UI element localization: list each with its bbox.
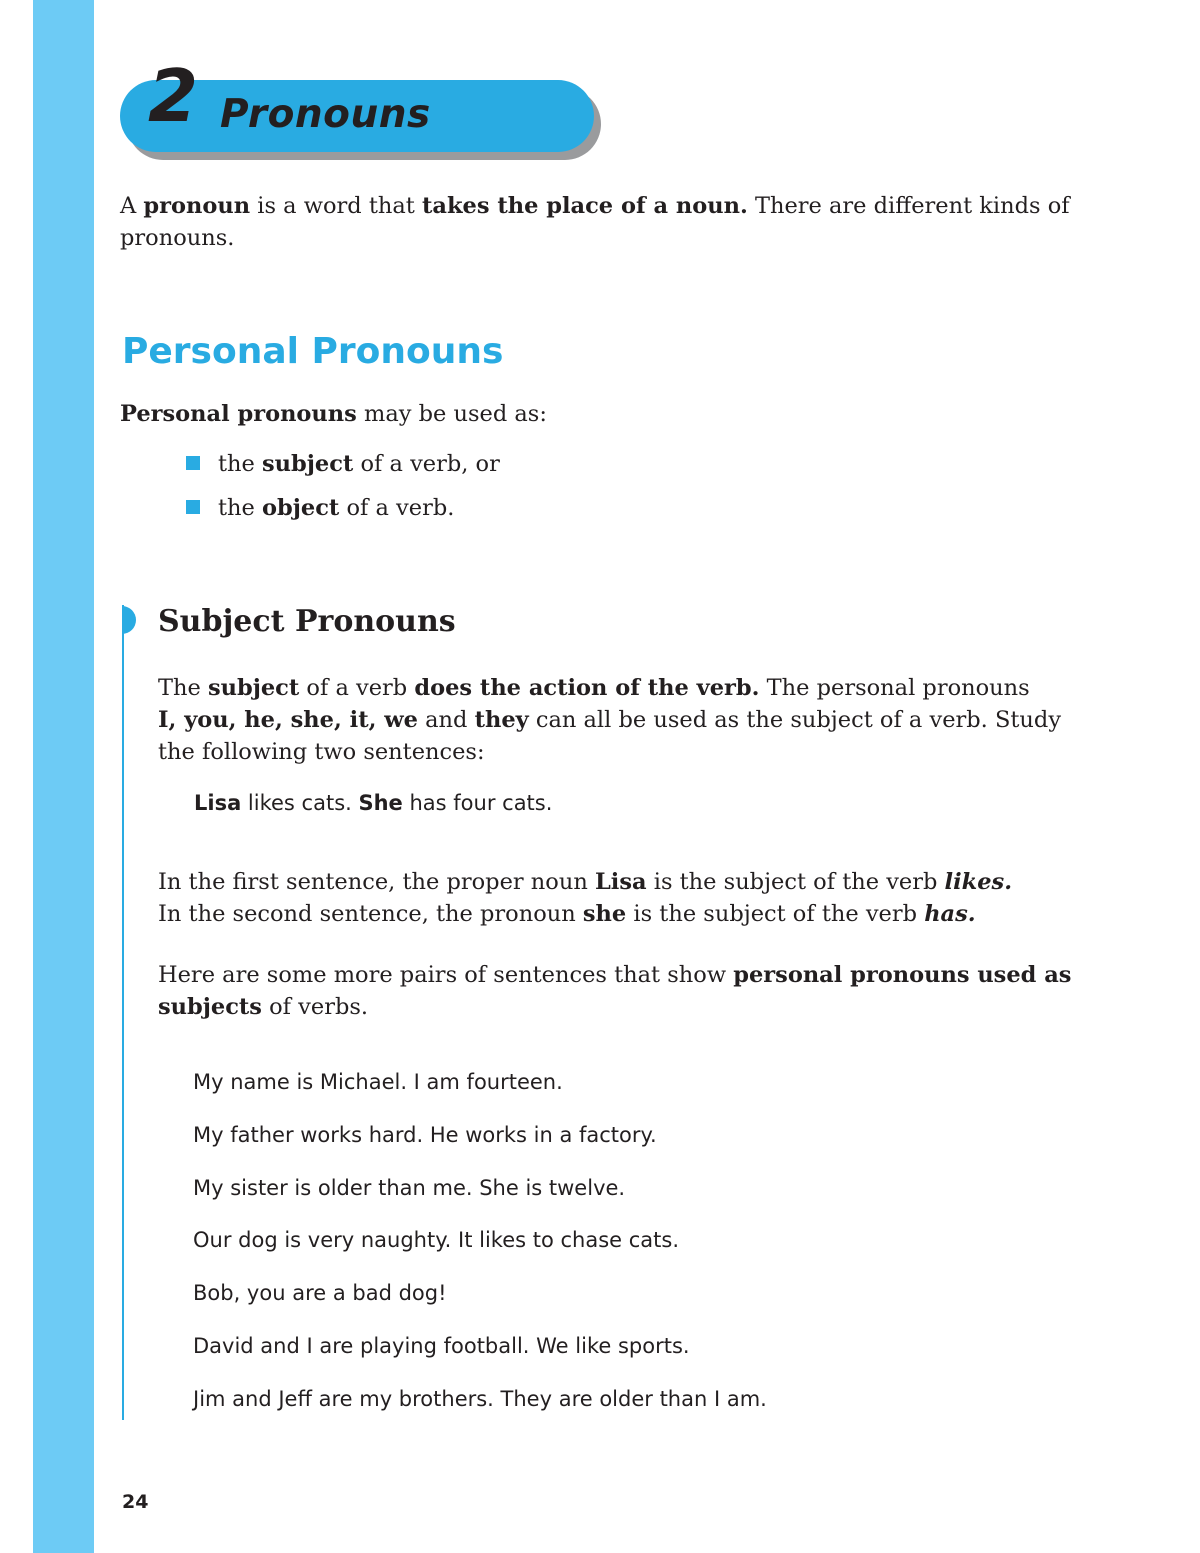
bullet-square-icon xyxy=(186,500,200,514)
more-examples-intro: Here are some more pairs of sentences that show personal pronouns used as subjects of verbs. xyxy=(158,962,1072,1020)
subsection-rule xyxy=(122,605,124,1420)
bullet-square-icon xyxy=(186,456,200,470)
list-item: My sister is older than me. She is twelve. xyxy=(193,1175,626,1200)
chapter-number: 2 xyxy=(148,54,197,138)
subsection-marker-icon xyxy=(122,606,136,634)
list-item: Our dog is very naughty. It likes to chase cats. xyxy=(193,1228,680,1253)
explanation-paragraph: In the first sentence, the proper noun Lisa is the subject of the verb likes. In the second sentence, the pronoun she is the subject of the verb has. xyxy=(158,869,1013,927)
list-item: My father works hard. He works in a factory. xyxy=(193,1122,657,1147)
list-item: the subject of a verb, or xyxy=(184,448,500,492)
intro-paragraph: A pronoun is a word that takes the place of a noun. There are different kinds of pronouns. xyxy=(120,193,1070,251)
list-item: Jim and Jeff are my brothers. They are older than I am. xyxy=(193,1386,767,1411)
page-side-stripe xyxy=(33,0,94,1553)
usage-bullet-list xyxy=(184,448,500,536)
chapter-title: Pronouns xyxy=(220,92,431,137)
list-item: My name is Michael. I am fourteen. xyxy=(193,1070,563,1094)
subsection-heading: Subject Pronouns xyxy=(158,604,456,639)
subject-definition-paragraph: The subject of a verb does the action of the verb. The personal pronouns I, you, he, she, it, we and they can all be used as the subject of a verb. Study the following two sentences: xyxy=(158,675,1062,765)
page-number: 24 xyxy=(122,1491,149,1513)
usage-paragraph: Personal pronouns may be used as: xyxy=(120,401,547,427)
example-sentence-pair: Lisa likes cats. She has four cats. xyxy=(194,791,553,815)
list-item: Bob, you are a bad dog! xyxy=(193,1281,447,1306)
section-heading: Personal Pronouns xyxy=(122,331,504,372)
example-sentence-list xyxy=(193,1066,767,1436)
list-item: David and I are playing football. We like sports. xyxy=(193,1333,690,1358)
list-item: the object of a verb. xyxy=(184,492,500,536)
